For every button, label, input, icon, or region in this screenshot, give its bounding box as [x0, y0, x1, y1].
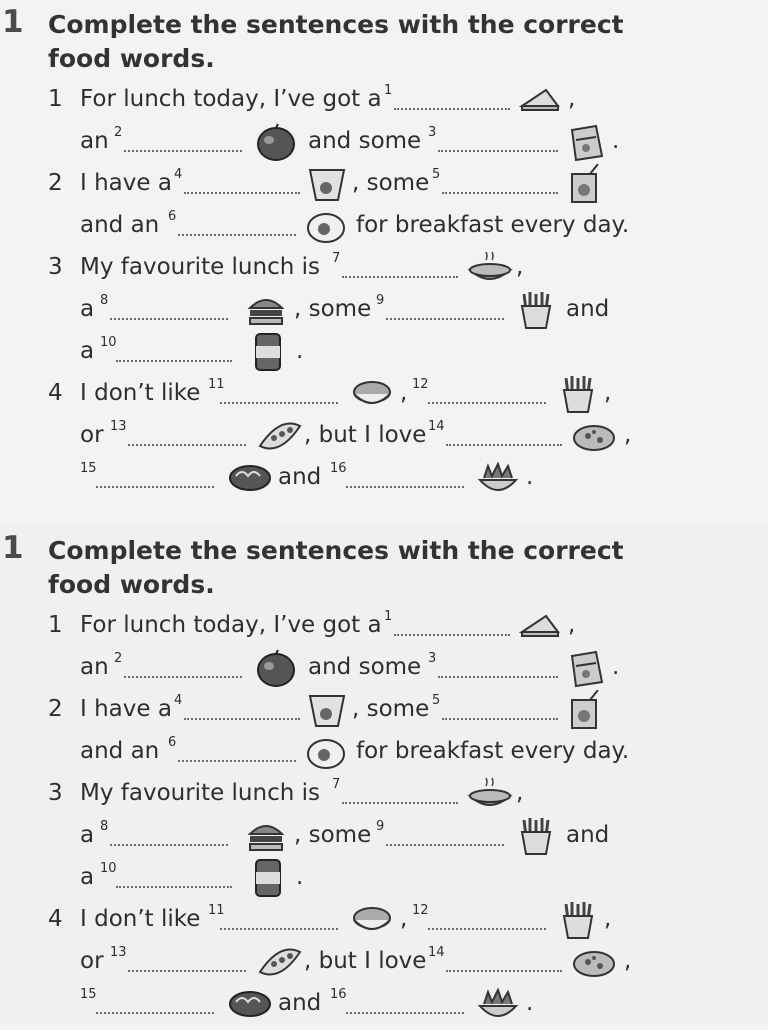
fries-icon: [554, 900, 602, 940]
gap-number: 1: [384, 609, 393, 624]
answer-gap-5[interactable]: [442, 718, 558, 720]
gap-number: 16: [330, 461, 347, 476]
sentence-text: a: [80, 338, 95, 364]
answer-gap-1[interactable]: [394, 108, 510, 110]
apple-icon: [252, 122, 300, 162]
sentence-text: I have a: [80, 696, 172, 722]
sentence-4-line-2: [0, 945, 768, 988]
sentence-text: for breakfast every day.: [356, 738, 630, 764]
sentence-text: I don’t like: [80, 380, 201, 406]
item-number: 1: [48, 612, 63, 638]
gap-number: 10: [100, 335, 117, 350]
sentence-text: , some: [352, 696, 430, 722]
sentence-text: My favourite lunch is: [80, 254, 320, 280]
answer-gap-11[interactable]: [220, 402, 338, 404]
answer-gap-8[interactable]: [110, 844, 228, 846]
sandwich-icon: [516, 80, 564, 120]
answer-gap-15[interactable]: [96, 486, 214, 488]
pizza-icon: [570, 416, 618, 456]
answer-gap-1[interactable]: [394, 634, 510, 636]
crisps-icon: [562, 648, 610, 688]
sentence-text: I have a: [80, 170, 172, 196]
sentence-text: and: [278, 464, 322, 490]
punctuation: .: [612, 654, 620, 680]
sentence-text: and: [566, 822, 610, 848]
answer-gap-10[interactable]: [116, 886, 232, 888]
punctuation: ,: [400, 906, 408, 932]
sentence-1-line-1: [0, 83, 768, 126]
sentence-text: , some: [352, 170, 430, 196]
answer-gap-12[interactable]: [428, 928, 546, 930]
gap-number: 4: [174, 167, 183, 182]
crisps-icon: [562, 122, 610, 162]
answer-gap-7[interactable]: [342, 276, 458, 278]
sentence-4-line-1: [0, 903, 768, 946]
gap-number: 3: [428, 651, 437, 666]
gap-number: 4: [174, 693, 183, 708]
exercise-title: Complete the sentences with the correct food words.: [48, 536, 624, 599]
sentence-text: My favourite lunch is: [80, 780, 320, 806]
sentence-text: , but I love: [304, 422, 427, 448]
answer-gap-3[interactable]: [438, 150, 558, 152]
sentence-3-line-2: [0, 293, 768, 336]
answer-gap-16[interactable]: [346, 1012, 464, 1014]
answer-gap-10[interactable]: [116, 360, 232, 362]
item-number: 4: [48, 906, 63, 932]
soup-icon: [466, 248, 514, 288]
gap-number: 9: [376, 293, 385, 308]
exercise-number: 1: [2, 530, 24, 566]
sentence-text: For lunch today, I’ve got a: [80, 86, 382, 112]
item-number: 1: [48, 86, 63, 112]
sentence-3-line-1: [0, 777, 768, 820]
sentence-2-line-1: [0, 693, 768, 736]
sentence-text: for breakfast every day.: [356, 212, 630, 238]
item-number: 3: [48, 254, 63, 280]
answer-gap-3[interactable]: [438, 676, 558, 678]
answer-gap-14[interactable]: [446, 970, 562, 972]
answer-gap-16[interactable]: [346, 486, 464, 488]
sentence-text: and an: [80, 738, 160, 764]
peas-icon: [256, 942, 304, 982]
answer-gap-14[interactable]: [446, 444, 562, 446]
rice-icon: [348, 900, 396, 940]
cola-icon: [244, 858, 292, 898]
sentence-3-line-1: [0, 251, 768, 294]
answer-gap-9[interactable]: [386, 318, 504, 320]
gap-number: 5: [432, 693, 441, 708]
sentence-text: an: [80, 654, 109, 680]
sentence-text: a: [80, 296, 95, 322]
answer-gap-12[interactable]: [428, 402, 546, 404]
exercise-panel-top: [0, 0, 768, 500]
fries-icon: [512, 816, 560, 856]
sentence-4-line-3: [0, 987, 768, 1030]
answer-gap-15[interactable]: [96, 1012, 214, 1014]
punctuation: ,: [400, 380, 408, 406]
gap-number: 2: [114, 651, 123, 666]
punctuation: ,: [624, 948, 632, 974]
soup-icon: [466, 774, 514, 814]
gap-number: 15: [80, 987, 97, 1002]
sentence-text: For lunch today, I’ve got a: [80, 612, 382, 638]
gap-number: 12: [412, 903, 429, 918]
punctuation: .: [296, 864, 304, 890]
gap-number: 11: [208, 903, 225, 918]
sentence-text: and some: [308, 128, 422, 154]
sentence-text: a: [80, 822, 95, 848]
punctuation: .: [526, 464, 534, 490]
gap-number: 13: [110, 419, 127, 434]
sentence-1-line-2: [0, 125, 768, 168]
punctuation: ,: [624, 422, 632, 448]
salad-icon: [474, 458, 522, 498]
answer-gap-4[interactable]: [184, 718, 300, 720]
exercise-panel-bottom: [0, 526, 768, 1024]
answer-gap-9[interactable]: [386, 844, 504, 846]
gap-number: 10: [100, 861, 117, 876]
gap-number: 14: [428, 419, 445, 434]
gap-number: 6: [168, 209, 177, 224]
burger-icon: [242, 816, 290, 856]
sentence-4-line-1: [0, 377, 768, 420]
answer-gap-13[interactable]: [128, 970, 246, 972]
punctuation: ,: [568, 612, 576, 638]
item-number: 2: [48, 696, 63, 722]
fries-icon: [554, 374, 602, 414]
sentence-4-line-2: [0, 419, 768, 462]
sentence-4-line-3: [0, 461, 768, 504]
exercise-title: Complete the sentences with the correct food words.: [48, 10, 624, 73]
answer-gap-2[interactable]: [124, 150, 242, 152]
juice-icon: [562, 164, 610, 204]
sentence-text: and some: [308, 654, 422, 680]
item-number: 3: [48, 780, 63, 806]
punctuation: ,: [516, 254, 524, 280]
gap-number: 8: [100, 293, 109, 308]
sentence-1-line-2: [0, 651, 768, 694]
sentence-text: and: [566, 296, 610, 322]
gap-number: 16: [330, 987, 347, 1002]
sentence-1-line-1: [0, 609, 768, 652]
punctuation: ,: [604, 380, 612, 406]
fries-icon: [512, 290, 560, 330]
gap-number: 12: [412, 377, 429, 392]
answer-gap-6[interactable]: [178, 234, 296, 236]
gap-number: 14: [428, 945, 445, 960]
punctuation: ,: [516, 780, 524, 806]
sentence-text: , but I love: [304, 948, 427, 974]
punctuation: .: [526, 990, 534, 1016]
answer-gap-7[interactable]: [342, 802, 458, 804]
sentence-text: an: [80, 128, 109, 154]
sentence-text: a: [80, 864, 95, 890]
answer-gap-2[interactable]: [124, 676, 242, 678]
punctuation: .: [612, 128, 620, 154]
gap-number: 3: [428, 125, 437, 140]
item-number: 2: [48, 170, 63, 196]
answer-gap-5[interactable]: [442, 192, 558, 194]
pizza-icon: [570, 942, 618, 982]
sentence-2-line-2: [0, 209, 768, 252]
answer-gap-13[interactable]: [128, 444, 246, 446]
gap-number: 6: [168, 735, 177, 750]
cola-icon: [244, 332, 292, 372]
sentence-text: I don’t like: [80, 906, 201, 932]
burger-icon: [242, 290, 290, 330]
sentence-2-line-2: [0, 735, 768, 778]
salad-icon: [474, 984, 522, 1024]
sandwich-icon: [516, 606, 564, 646]
apple-icon: [252, 648, 300, 688]
gap-number: 2: [114, 125, 123, 140]
answer-gap-4[interactable]: [184, 192, 300, 194]
gap-number: 11: [208, 377, 225, 392]
sentence-text: , some: [294, 296, 372, 322]
sentence-text: or: [80, 948, 104, 974]
sentence-text: and an: [80, 212, 160, 238]
pasta-icon: [226, 984, 274, 1024]
answer-gap-11[interactable]: [220, 928, 338, 930]
yogurt-icon: [304, 690, 352, 730]
sentence-2-line-1: [0, 167, 768, 210]
sentence-text: and: [278, 990, 322, 1016]
gap-number: 8: [100, 819, 109, 834]
sentence-text: , some: [294, 822, 372, 848]
egg-icon: [302, 732, 350, 772]
peas-icon: [256, 416, 304, 456]
gap-number: 13: [110, 945, 127, 960]
gap-number: 15: [80, 461, 97, 476]
egg-icon: [302, 206, 350, 246]
gap-number: 9: [376, 819, 385, 834]
gap-number: 1: [384, 83, 393, 98]
gap-number: 7: [332, 777, 341, 792]
punctuation: .: [296, 338, 304, 364]
gap-number: 7: [332, 251, 341, 266]
yogurt-icon: [304, 164, 352, 204]
juice-icon: [562, 690, 610, 730]
sentence-3-line-2: [0, 819, 768, 862]
answer-gap-8[interactable]: [110, 318, 228, 320]
gap-number: 5: [432, 167, 441, 182]
exercise-number: 1: [2, 4, 24, 40]
pasta-icon: [226, 458, 274, 498]
rice-icon: [348, 374, 396, 414]
item-number: 4: [48, 380, 63, 406]
answer-gap-6[interactable]: [178, 760, 296, 762]
sentence-3-line-3: [0, 861, 768, 904]
sentence-3-line-3: [0, 335, 768, 378]
punctuation: ,: [568, 86, 576, 112]
sentence-text: or: [80, 422, 104, 448]
punctuation: ,: [604, 906, 612, 932]
